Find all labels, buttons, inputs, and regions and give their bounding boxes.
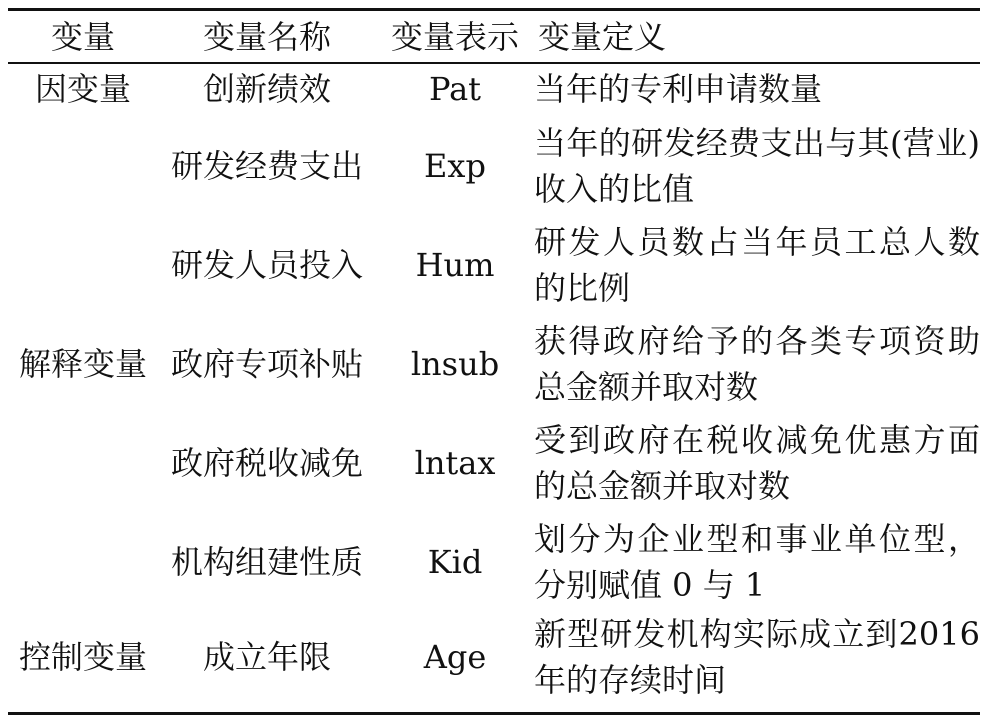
variable-name-cell: 成立年限: [202, 638, 331, 676]
category-cell: [8, 215, 158, 314]
variable-symbol-cell: Kid: [427, 542, 483, 581]
variable-name-cell: 创新绩效: [202, 70, 331, 108]
variable-definition-cell: 获得政府给予的各类专项资助总金额并取对数: [534, 321, 980, 406]
header-variable-definition: 变量定义: [538, 17, 667, 56]
variable-definition-cell: 当年的研发经费支出与其(营业)收入的比值: [534, 123, 980, 208]
variable-symbol-cell: Pat: [428, 70, 482, 108]
variable-name-cell: 政府税收减免: [170, 443, 363, 482]
header-variable-symbol: 变量表示: [390, 17, 519, 56]
table-row: [8, 62, 980, 116]
variable-name-cell: 机构组建性质: [170, 542, 363, 581]
variable-name-cell: 政府专项补贴: [170, 344, 363, 383]
category-cell: [8, 512, 158, 611]
table-row: [8, 512, 980, 611]
table-row: [8, 611, 980, 703]
category-cell: 解释变量: [18, 344, 147, 383]
variable-name-cell: 研发人员投入: [170, 245, 363, 284]
header-variable-name: 变量名称: [202, 17, 331, 56]
variable-definition-cell: 划分为企业型和事业单位型，分别赋值 0 与 1: [534, 519, 980, 604]
table-row: [8, 413, 980, 512]
variable-symbol-cell: lnsub: [410, 344, 500, 383]
variable-name-cell: 研发经费支出: [170, 146, 363, 185]
variable-definition-cell: 受到政府在税收减免优惠方面的总金额并取对数: [534, 420, 980, 505]
table-bottom-rule: [8, 712, 980, 715]
table-header-row: [8, 11, 980, 62]
variable-symbol-cell: Hum: [415, 245, 495, 284]
variable-symbol-cell: lntax: [414, 443, 496, 482]
category-cell: 控制变量: [18, 638, 147, 676]
variable-symbol-cell: Age: [423, 638, 487, 676]
variable-definition-cell: 当年的专利申请数量: [534, 70, 823, 108]
category-cell: 因变量: [34, 70, 131, 108]
table-row: [8, 314, 980, 413]
table-row: [8, 215, 980, 314]
category-cell: [8, 116, 158, 215]
variable-symbol-cell: Exp: [424, 146, 486, 185]
table-row: [8, 116, 980, 215]
variable-definition-table: [8, 11, 980, 703]
variable-definition-cell: 研发人员数占当年员工总人数的比例: [534, 222, 980, 307]
variable-definition-cell: 新型研发机构实际成立到2016 年的存续时间: [534, 615, 980, 699]
header-variable: 变量: [50, 17, 115, 56]
category-cell: [8, 413, 158, 512]
